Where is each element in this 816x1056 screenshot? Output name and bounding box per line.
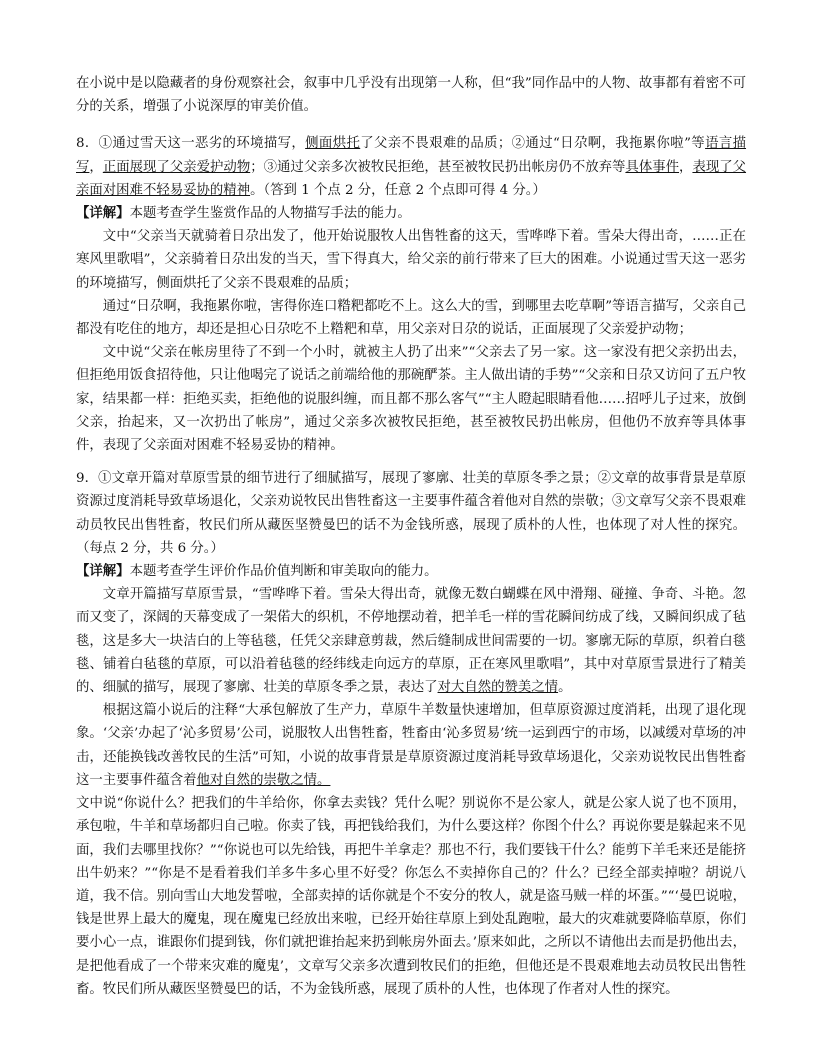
intro-paragraph: 在小说中是以隐藏者的身份观察社会，叙事中几乎没有出现第一人称，但“我”同作品中的人物、故事都有着密不可分的关系，增强了小说深厚的审美价值。 (76, 76, 746, 115)
q8-answer (76, 132, 746, 202)
q9-detail-paragraph: 文中说“你说什么？把我们的牛羊给你，你拿去卖钱？凭什么呢？别说你不是公家人，就是公家人说了也不顶用，承包啦，牛羊和草场都归自己啦。你卖了钱，再把钱给我们，为什么要这样？你图个什么？再说你要是躲起来不见面，我们去哪里找你？”“你说也可以先给钱，再把牛羊拿走？那也不行，我们要钱干什么？能剪下羊毛来还是能挤出牛奶来？”“你是不是看着我们羊多牛多心里不好受？你怎么不卖掉你自己的？什么？已经全部卖掉啦？胡说八道，我不信。别向雪山大地发誓啦，全部卖掉的话你就是个不安分的牧人，就是盗马贼一样的坏蛋。”“‘曼巴说啦，钱是世界上最大的魔鬼，现在魔鬼已经放出来啦，已经开始往草原上到处乱跑啦，最大的灾难就要降临草原，你们要小心一点，谁跟你们提到钱，你们就把谁抬起来扔到帐房外面去。’原来如此，之所以不请他出去而是扔他出去，是把他看成了一个带来灾难的魔鬼’，文章写父亲多次遭到牧民们的拒绝，但他还是不畏艰难地去动员牧民出售牲畜。牧民们所从藏医坚赞曼巴的话，不为金钱所惑，展现了质朴的人性，也体现了作者对人性的探究。 (76, 796, 746, 997)
detail-label: 【详解】 (76, 563, 130, 580)
q9-key-point: 他对自然的崇敬之情。 (196, 772, 331, 788)
q9-detail-text: 根据这篇小说后的注释“大承包解放了生产力，草原牛羊数量快速增加，但草原资源过度消耗，出现了退化现象。‘父亲’办起了‘沁多贸易’公司，说服牧人出售牲畜，牲畜由‘沁多贸易’统一运到西宁的市场，以减缓对草场的冲击，还能换钱改善牧民的生活”可知，小说的故事背景是草原资源过度消耗导致草场退化，父亲劝说牧民出售牲畜这一主要事件蕴含着 (76, 703, 746, 788)
spacer (76, 457, 746, 467)
spacer (76, 118, 746, 132)
q8-key-point: 正面展现了父亲爱护动物 (102, 159, 251, 175)
q9-detail-text: 。 (558, 680, 572, 696)
q9-key-point: 对大自然的赞美之情 (437, 680, 559, 696)
q8-detail-paragraph: 文中“父亲当天就骑着日尕出发了，他开始说服牧人出售牲畜的这天，雪哗哗下着。雪朵大得出奇，……正在寒风里歌唱”，父亲骑着日尕出发的当天，雪下得真大，给父亲的前行带来了巨大的困难。小说通过雪天这一恶劣的环境描写，侧面烘托了父亲不畏艰难的品质； (76, 229, 746, 291)
q8-scoring-note: 。（答到 1 个点 2 分，任意 2 个点即可得 4 分。） (250, 182, 546, 198)
detail-intro: 本题考查学生评价作品价值判断和审美取向的能力。 (129, 564, 438, 580)
q8-answer-text: 了父亲不畏艰难的品质；②通过“日尕啊，我拖累你啦”等 (360, 136, 706, 152)
q8-key-point: 语言描写 (76, 136, 747, 175)
q8-detail-paragraph: 文中说“父亲在帐房里待了不到一个小时，就被主人扔了出来”“父亲去了另一家。这一家没有把父亲扔出去，但拒绝用饭食招待他，只让他喝完了说话之前端给他的那碗酽茶。主人做出请的手势”“父亲和日尕又访问了五户牧家，结果都一样：拒绝买卖，拒绝他的说服纠缠，而且都不那么客气”“主人瞪起眼睛看他……招呼儿子过来，放倒父亲，抬起来，又一次扔出了帐房”，通过父亲多次被牧民拒绝，甚至被牧民扔出帐房，但他仍不放弃等具体事件，表现了父亲面对困难不轻易妥协的精神。 (76, 345, 746, 454)
q8-detail-heading (76, 202, 746, 225)
answer-page (76, 72, 746, 1001)
q9-detail-heading (76, 560, 746, 583)
q8-key-point: 具体事件 (625, 159, 680, 175)
q9-detail-paragraph (76, 583, 746, 699)
detail-intro: 本题考查学生鉴赏作品的人物描写手法的能力。 (129, 206, 411, 222)
detail-label: 【详解】 (76, 205, 130, 222)
q8-detail-paragraph: 通过“日尕啊，我拖累你啦，害得你连口糌粑都吃不上。这么大的雪，到哪里去吃草啊”等语言描写，父亲自己都没有吃住的地方，却还是担心日尕吃不上糌粑和草，用父亲对日尕的说话，正面展现了父亲爱护动物； (76, 298, 746, 338)
q9-answer: 9．①文章开篇对草原雪景的细节进行了细腻描写，展现了寥廓、壮美的草原冬季之景；②文章的故事背景是草原资源过度消耗导致草场退化，父亲劝说牧民出售牲畜这一主要事件蕴含着他对自然的崇敬；③文章写父亲不畏艰难动员牧民出售牲畜，牧民们所从藏医坚赞曼巴的话不为金钱所惑，展现了质朴的人性，也体现了对人性的探究。（每点 2 分，共 6 分。） (76, 471, 746, 556)
q8-key-point: 侧面烘托 (305, 136, 361, 152)
q8-answer-text: ， (679, 159, 693, 175)
q8-key-point: 表现了父亲面对困难不轻易妥协的精神 (76, 159, 747, 198)
q8-answer-text: ；③通过父亲多次被牧民拒绝，甚至被牧民扔出帐房仍不放弃等 (250, 159, 626, 175)
q8-answer-text: 8．①通过雪天这一恶劣的环境描写， (76, 136, 306, 152)
q9-detail-text: 文章开篇描写草原雪景，“雪哗哗下着。雪朵大得出奇，就像无数白蝴蝶在风中滑翔、碰撞、争奇、斗艳。忽而又变了，深阔的天幕变成了一架偌大的织机，不停地摆动着，把羊毛一样的雪花瞬间纺成了线，又瞬间织成了毡毯，这是多大一块洁白的上等毡毯，任凭父亲肆意剪裁，然后缝制成世间需要的一切。寥廓无际的草原，织着白毯毯、铺着白毡毯的草原，可以沿着毡毯的经纬线走向远方的草原，正在寒风里歌唱”，其中对草原雪景进行了精美的、细腻的描写，展现了寥廓、壮美的草原冬季之景，表达了 (76, 587, 746, 696)
q9-detail-paragraph (76, 699, 746, 792)
q8-answer-text: ， (89, 159, 103, 175)
